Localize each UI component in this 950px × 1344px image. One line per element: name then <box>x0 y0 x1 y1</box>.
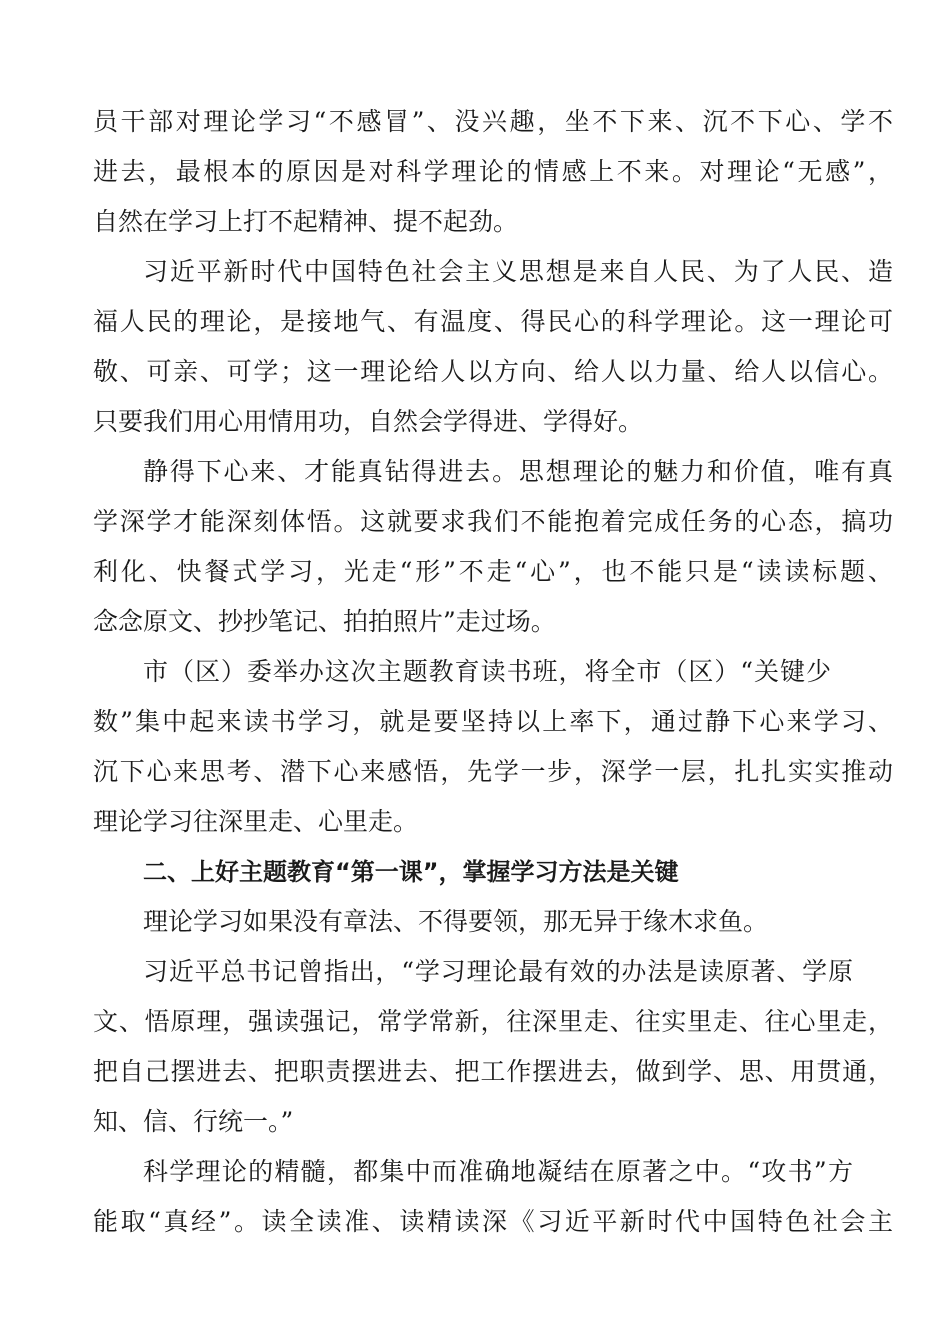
text-line: 进去，最根本的原因是对科学理论的情感上不来。对理论“无感”， <box>93 157 893 186</box>
text-line: 数”集中起来读书学习，就是要坚持以上率下，通过静下心来学习、 <box>93 707 893 736</box>
text-line: 利化、快餐式学习，光走“形”不走“心”，也不能只是“读读标题、 <box>93 557 893 586</box>
text-line: 知、信、行统一。” <box>93 1107 294 1136</box>
text-line: 只要我们用心用情用功，自然会学得进、学得好。 <box>93 407 644 436</box>
text-line: 科学理论的精髓，都集中而准确地凝结在原著之中。“攻书”方 <box>143 1157 853 1186</box>
section-heading: 二、上好主题教育“第一课”，掌握学习方法是关键 <box>143 858 679 886</box>
text-line: 学深学才能深刻体悟。这就要求我们不能抱着完成任务的心态，搞功 <box>93 507 893 536</box>
text-line: 静得下心来、才能真钻得进去。思想理论的魅力和价值，唯有真 <box>143 457 893 486</box>
text-line: 市（区）委举办这次主题教育读书班，将全市（区）“关键少 <box>143 657 831 686</box>
text-line: 员干部对理论学习“不感冒”、没兴趣，坐不下来、沉不下心、学不 <box>93 107 893 136</box>
text-line: 把自己摆进去、把职责摆进去、把工作摆进去，做到学、思、用贯通， <box>93 1057 893 1086</box>
text-line: 习近平新时代中国特色社会主义思想是来自人民、为了人民、造 <box>143 257 893 286</box>
text-line: 文、悟原理，强读强记，常学常新，往深里走、往实里走、往心里走， <box>93 1007 893 1036</box>
text-line: 理论学习如果没有章法、不得要领，那无异于缘木求鱼。 <box>143 907 769 936</box>
text-line: 理论学习往深里走、心里走。 <box>93 807 419 836</box>
text-line: 习近平总书记曾指出，“学习理论最有效的办法是读原著、学原 <box>143 957 853 986</box>
text-line: 沉下心来思考、潜下心来感悟，先学一步，深学一层，扎扎实实推动 <box>93 757 893 786</box>
text-line: 能取“真经”。读全读准、读精读深《习近平新时代中国特色社会主 <box>93 1207 893 1236</box>
text-line: 福人民的理论，是接地气、有温度、得民心的科学理论。这一理论可 <box>93 307 893 336</box>
text-line: 敬、可亲、可学；这一理论给人以方向、给人以力量、给人以信心。 <box>93 357 893 386</box>
text-line: 念念原文、抄抄笔记、拍拍照片”走过场。 <box>93 607 556 636</box>
text-line: 自然在学习上打不起精神、提不起劲。 <box>93 207 519 236</box>
